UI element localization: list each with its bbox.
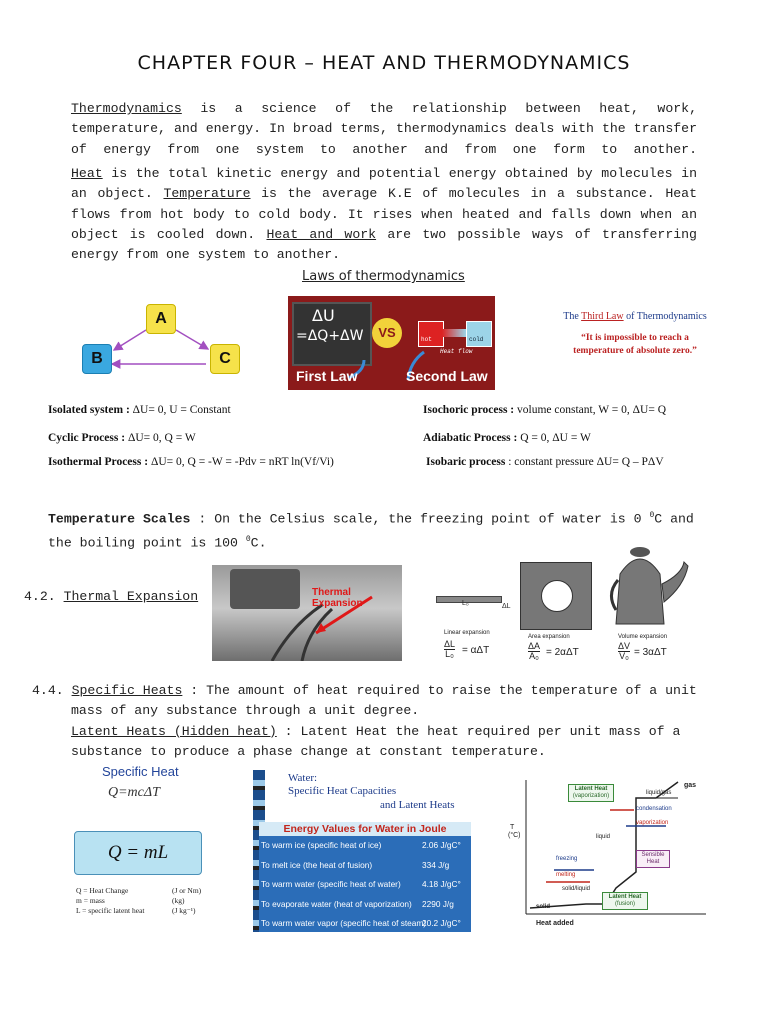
process-text: : constant pressure ΔU= Q – PΔV [505,456,664,468]
specific-heats-section [32,681,712,762]
process-text: volume constant, W = 0, ΔU= Q [514,404,666,416]
melting-label: melting [556,872,576,878]
specific-heat-formula: Q=mcΔT [108,785,160,800]
linear-expansion-caption: Linear expansion [444,630,490,636]
p2-text-3: are two possible ways of transferring energy from one system to another. [71,226,697,263]
specific-heats-line-1 [32,681,712,701]
vs-badge: VS [372,318,402,348]
y-axis-label-unit: (°C) [508,832,521,839]
area-expansion-caption: Area expansion [528,634,570,640]
row-label: To warm water (specific heat of water) [261,879,401,889]
volume-expansion-caption: Volume expansion [618,634,668,640]
table-row [259,914,471,934]
box-sub: (fusion) [614,901,635,907]
process-label: Isothermal Process : [48,456,149,468]
row-value: 2.06 J/gC° [422,840,461,850]
p2-text-1: is the total kinetic energy and potential energy obtained by molecules in an object. [71,166,697,202]
row-label: To melt ice (the heat of fusion) [261,859,373,870]
legend-unit: (J kg⁻¹) [172,906,196,915]
row-label: To warm ice (specific heat of ice) [261,840,382,850]
third-law-emph: Third Law [581,311,624,322]
specific-heat-heading: Specific Heat [102,764,179,779]
degree-sup: 0 [649,511,655,520]
latent-heats-term: Latent Heats (Hidden heat) [71,723,277,739]
row-value: 334 J/g [422,859,450,870]
third-law-prefix: The [563,311,582,322]
process-label: Isolated system : [48,404,130,416]
section-number: 4.4. [32,683,64,698]
third-law-heading [555,311,715,322]
table-row [259,895,471,915]
kettle-icon [606,544,690,634]
cold-label: cold [469,336,484,343]
temperature-label: Temperature Scales [48,511,191,527]
row-value: 4.18 J/gC° [422,879,461,889]
latent-heats-line-2: substance to produce a phase change at constant temperature. [71,743,546,759]
process-cyclic [48,432,196,444]
phase-change-graph [506,772,710,932]
sensible-heat-box: Sensible Heat [636,850,670,868]
section-number: 4.2. [24,589,56,604]
rod-dl-label: ΔL [502,603,511,610]
second-law-label: Second Law [406,368,488,384]
linear-fraction [444,640,455,659]
temperature-text-4: C. [250,535,267,551]
latent-heat-fusion-box [602,892,648,910]
legend-symbol: Q = Heat Change [76,886,129,895]
legend-unit: (J or Nm) [172,886,202,895]
numerator: ΔL [444,639,456,649]
table-row [259,856,471,876]
numerator: ΔA [528,641,541,651]
formula-legend [76,886,236,916]
specific-heats-term: Specific Heats [71,683,183,698]
solid-liquid-label: solid/liquid [562,886,591,892]
water-heading-3: and Latent Heats [380,799,455,811]
numerator: ΔV [618,641,631,651]
rod [436,596,502,603]
hot-label: hot [421,336,432,343]
rail-photo [212,565,402,661]
degree-sup: 0 [245,535,251,545]
y-axis-label-t: T [510,824,515,831]
legend-row [76,906,236,916]
latent-heat-vaporization-box [568,784,614,802]
table-row [259,836,471,856]
row-value: 2290 J/g [422,898,454,909]
linear-formula: = αΔT [462,645,490,656]
term-temperature: Temperature [163,186,251,202]
process-label: Isochoric process : [423,404,515,416]
plate [520,562,592,630]
temperature-text-3: the boiling point is 100 [48,535,246,551]
page-title: CHAPTER FOUR – HEAT AND THERMODYNAMICS [137,52,631,74]
water-energy-table [253,770,471,932]
plate-hole [541,580,573,612]
term-heat: Heat [71,166,103,181]
process-text: ΔU= 0, Q = -W = -Pdv = nRT ln(Vf/Vi) [148,456,334,468]
box-title: Latent Heat [574,786,608,792]
temperature-text-1: : On the Celsius scale, the freezing point of water is 0 [190,511,650,527]
water-heading-1: Water: [288,772,318,784]
term-thermodynamics: Thermodynamics [71,101,182,116]
process-isobaric [426,456,664,468]
row-label: To evaporate water (heat of vaporization) [261,898,412,909]
legend-symbol: m = mass [76,896,105,905]
box-title: Latent Heat [608,894,642,900]
p2-text-2: is the average K.E of molecules in a substance. Heat flows from hot body to cold body. It rises when heated and falls down when an object is cooled down. [71,186,697,242]
volume-fraction [618,642,630,661]
process-adiabatic [423,432,591,444]
latent-heats-line-1 [32,722,712,742]
gas-label: gas [684,782,697,789]
process-text: ΔU= 0, U = Constant [129,404,231,416]
solid-label: solid [536,904,551,910]
liquid-label: liquid [596,834,611,840]
legend-symbol: L = specific latent heat [76,906,145,915]
row-value: 20.2 J/gC° [422,918,461,928]
legend-unit: (kg) [172,896,185,905]
process-isochoric [423,404,666,416]
heat-flow-label: Heat flow [440,348,473,355]
latent-heats-text-1: : Latent Heat the heat required per unit mass of a [276,723,681,739]
legend-row [76,886,236,896]
denominator: V₀ [619,651,629,661]
denominator: A₀ [529,651,539,661]
rod-l0-label: L₀ [462,600,469,607]
process-label: Adiabatic Process : [423,432,518,444]
first-law-label: First Law [296,368,358,384]
freezing-label: freezing [556,856,578,862]
process-text: Q = 0, ΔU = W [517,432,591,444]
volume-expansion-figure [606,544,690,670]
temperature-text-2: C and [654,511,694,527]
thermal-expansion-term: Thermal Expansion [63,589,199,604]
specific-heats-text-1: : The amount of heat required to raise the temperature of a unit [182,683,697,698]
node-b: B [82,344,112,374]
table-row [259,875,471,895]
intro-paragraph-2 [71,164,697,265]
process-label: Cyclic Process : [48,432,126,444]
abc-triangle-diagram [72,298,272,384]
specific-heats-line-2: mass of any substance through a unit degree. [71,703,420,719]
table-body [259,822,471,932]
vaporization-label: vaporization [636,820,669,826]
box-sub: (vaporization) [572,793,610,799]
first-vs-second-law-image [288,296,495,390]
p1-text: is a science of the relationship between heat, work, temperature, and energy. In broad terms, thermodynamics deals with the transfer of energy from one system to another and from one form to another. [71,101,697,157]
x-axis-label: Heat added [536,920,574,927]
laws-heading: Laws of thermodynamics [302,269,465,284]
liquid-gas-label: liquid/gas [646,790,672,796]
third-law-suffix: of Thermodynamics [623,311,707,322]
thermal-expansion-photo-label: Thermal Expansion [312,587,363,609]
table-banner: Energy Values for Water in Joule [259,822,471,836]
row-label: To warm water vapor (specific heat of steam) [261,918,427,928]
legend-row [76,896,236,906]
node-a: A [146,304,176,334]
rail-tracks [212,565,402,661]
latent-heat-formula-box: Q = mL [74,831,202,875]
thermal-expansion-heading [24,589,198,604]
area-expansion-figure [518,560,594,670]
process-isothermal [48,456,334,468]
water-heading-2: Specific Heat Capacities [288,785,397,797]
area-fraction [528,642,540,661]
third-law-quote: “It is impossible to reach a temperature of absolute zero.” [573,333,697,356]
formula-dq-dw: =ΔQ+ΔW [296,328,364,344]
formula-du: ΔU [312,306,335,325]
volume-formula: = 3αΔT [634,647,667,658]
process-label: Isobaric process [426,456,506,468]
condensation-label: condensation [636,806,672,812]
area-formula: = 2αΔT [546,647,579,658]
process-text: ΔU= 0, Q = W [125,432,196,444]
term-heat-and-work: Heat and work [266,226,377,242]
denominator: L₀ [445,649,454,659]
linear-expansion-figure [430,588,510,668]
node-c: C [210,344,240,374]
process-isolated [48,404,231,416]
